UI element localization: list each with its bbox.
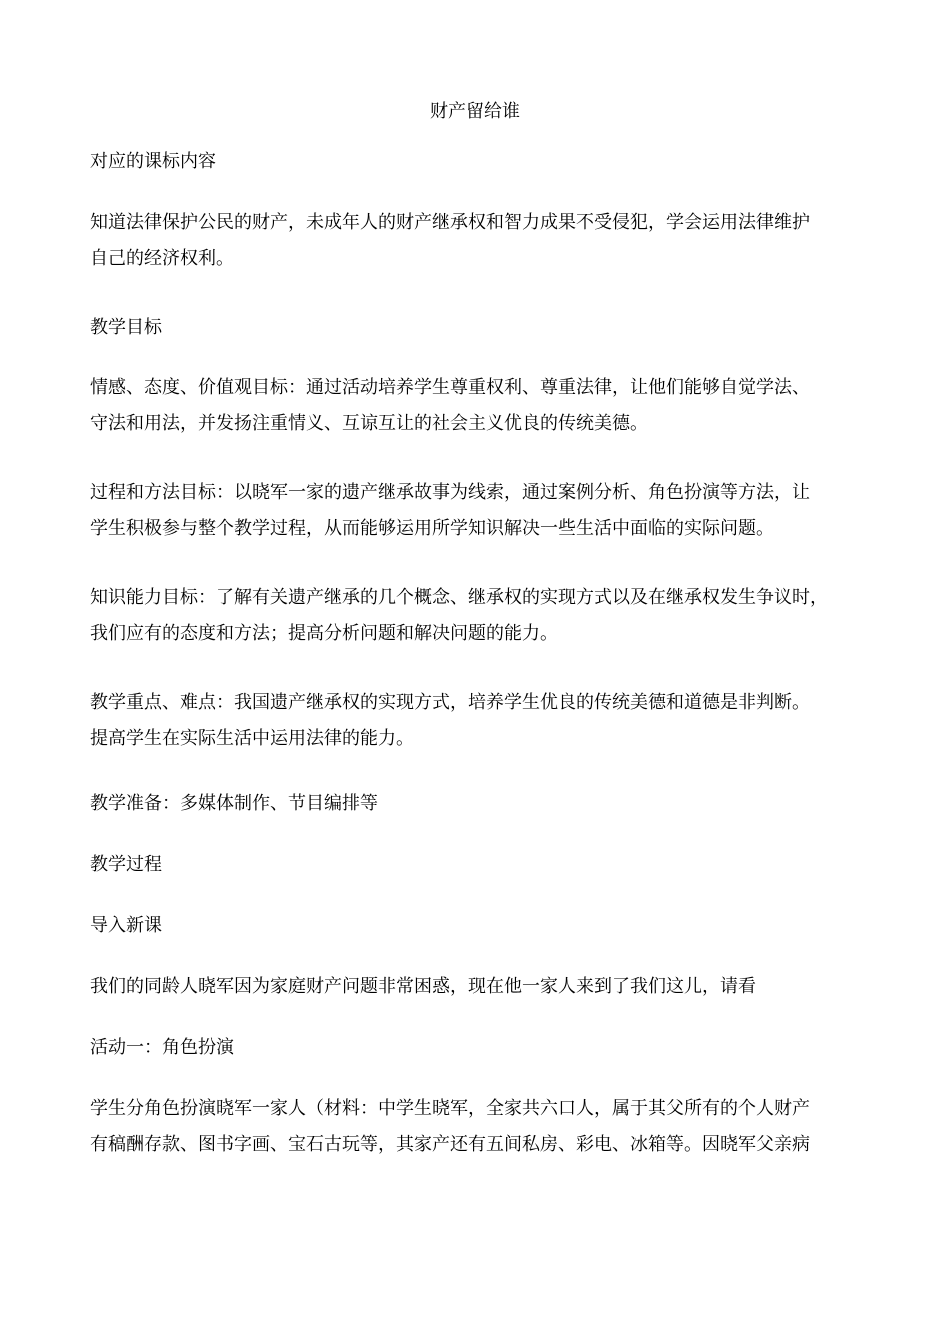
- paragraph-intro-content: [90, 969, 870, 1005]
- paragraph-line: 导入新课: [90, 915, 162, 936]
- paragraph-line: 我们的同龄人晓军因为家庭财产问题非常困惑，现在他一家人来到了我们这儿，请看: [90, 976, 756, 997]
- paragraph-intro-heading: [90, 908, 870, 944]
- paragraph-preparation: [90, 786, 870, 822]
- paragraph-activity-one: [90, 1030, 870, 1066]
- paragraph-knowledge-objective: [90, 580, 870, 652]
- paragraph-objectives-heading: [90, 310, 870, 346]
- paragraph-line: 自己的经济权利。: [90, 248, 234, 269]
- document-title: 财产留给谁: [430, 101, 520, 122]
- paragraph-line: 教学重点、难点：我国遗产继承权的实现方式，培养学生优良的传统美德和道德是非判断。: [90, 692, 810, 713]
- paragraph-process-objective: [90, 475, 870, 547]
- paragraph-line: 我们应有的态度和方法；提高分析问题和解决问题的能力。: [90, 623, 558, 644]
- paragraph-key-points: [90, 685, 870, 757]
- paragraph-curriculum-content: [90, 205, 870, 277]
- paragraph-roleplay-material: [90, 1091, 870, 1163]
- paragraph-process-heading: [90, 847, 870, 883]
- paragraph-curriculum-heading: [90, 144, 870, 180]
- paragraph-line: 知道法律保护公民的财产，未成年人的财产继承权和智力成果不受侵犯，学会运用法律维护: [90, 212, 810, 233]
- paragraph-line: 学生积极参与整个教学过程，从而能够运用所学知识解决一些生活中面临的实际问题。: [90, 518, 774, 539]
- paragraph-line: 有稿酬存款、图书字画、宝石古玩等，其家产还有五间私房、彩电、冰箱等。因晓军父亲病: [90, 1134, 810, 1155]
- paragraph-line: 教学准备：多媒体制作、节目编排等: [90, 793, 378, 814]
- paragraph-line: 过程和方法目标：以晓军一家的遗产继承故事为线索，通过案例分析、角色扮演等方法，让: [90, 482, 810, 503]
- paragraph-line: 知识能力目标：了解有关遗产继承的几个概念、继承权的实现方式以及在继承权发生争议时，: [90, 587, 828, 608]
- paragraph-line: 守法和用法，并发扬注重情义、互谅互让的社会主义优良的传统美德。: [90, 413, 648, 434]
- paragraph-line: 学生分角色扮演晓军一家人（材料：中学生晓军，全家共六口人，属于其父所有的个人财产: [90, 1098, 810, 1119]
- paragraph-line: 对应的课标内容: [90, 151, 216, 172]
- paragraph-emotion-objective: [90, 370, 870, 442]
- paragraph-line: 教学目标: [90, 317, 162, 338]
- paragraph-line: 提高学生在实际生活中运用法律的能力。: [90, 728, 414, 749]
- paragraph-line: 情感、态度、价值观目标：通过活动培养学生尊重权利、尊重法律，让他们能够自觉学法、: [90, 377, 810, 398]
- paragraph-line: 活动一：角色扮演: [90, 1037, 234, 1058]
- paragraph-line: 教学过程: [90, 854, 162, 875]
